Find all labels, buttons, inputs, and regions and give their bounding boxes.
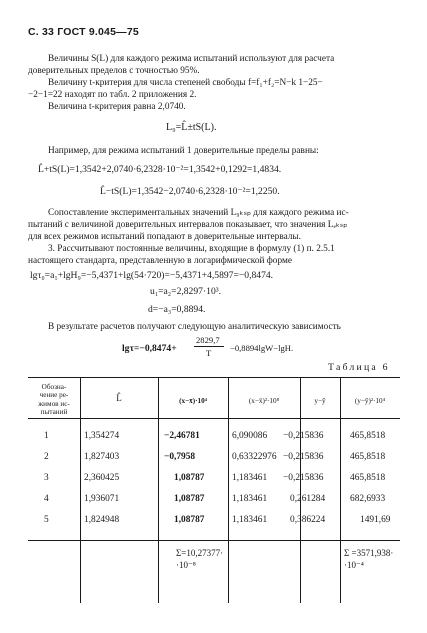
formula-lower-limit: L̂−tS(L)=1,3542−2,0740·6,2328·10⁻²=1,2250. — [100, 186, 280, 197]
formula-u1: u₁=a₂=2,8297·10³. — [150, 286, 222, 297]
table-cell: 1491,69 — [360, 515, 391, 525]
page-header: С. 33 ГОСТ 9.045—75 — [28, 26, 139, 38]
table-cell: −2,46781 — [164, 431, 200, 441]
table-cell: 5 — [44, 515, 49, 525]
table-cell: 1,183461 — [232, 494, 268, 504]
table-body-rule — [28, 540, 400, 541]
table-header-rule — [28, 418, 400, 419]
table-cell: 1,827403 — [84, 452, 120, 462]
table-cell: 0,63322976 — [232, 452, 277, 462]
text-line-3: Величину t-критерия для числа степеней свободы f=f₁+f₂=N−k 1−25− — [48, 78, 323, 88]
table-cell: −0,7958 — [164, 452, 196, 462]
formula-upper-limit: L̂+tS(L)=1,3542+2,0740·6,2328·10⁻²=1,3542+0,1292=1,4834. — [38, 164, 282, 175]
formula-confidence: L₉=L̂±tS(L). — [166, 122, 217, 133]
formula-lg-tau0: lgτ₀=a₁+lgH₉=−5,4371+lg(54·720)=−5,4371+4,5897=−0,8474. — [30, 270, 274, 281]
table-header-y-dev-sq: (y−ȳ)²·10⁴ — [354, 397, 386, 405]
text-line-5: Величина t-критерия равна 2,0740. — [48, 102, 186, 112]
table-cell: 1,08787 — [174, 515, 205, 525]
table-header-y-dev: y−ȳ — [314, 397, 326, 405]
table-cell: 3 — [44, 473, 49, 483]
compare-line-2: пытаний с величиной доверительных интервалов показывает, что значения Lₑₖₛₚ — [28, 220, 348, 230]
table-sum-y: Σ =3571,938· ·10⁻⁴ — [344, 548, 394, 570]
table-header-x-dev-sq: (x−x̄)²·10⁸ — [248, 397, 280, 405]
table-col-rule — [158, 377, 159, 603]
table-cell: 4 — [44, 494, 49, 504]
result-line: В результате расчетов получают следующую аналитическую зависимость — [48, 322, 341, 332]
formula-final-right: −0,8894lgW−lgH. — [230, 343, 294, 353]
table-cell: 1,08787 — [174, 473, 205, 483]
table-cell: 0,261284 — [290, 494, 326, 504]
table-header-x-dev: (x−x̄)·10⁴ — [179, 397, 207, 405]
compare-line-3: для всех режимов испытаний попадают в доверительные интервалы. — [28, 232, 302, 242]
table-cell: 465,8518 — [350, 431, 386, 441]
table-cell: 6,090086 — [232, 431, 268, 441]
compare-line-1: Сопоставление экспериментальных значений L₉ₖₛₚ для каждого режима ис- — [48, 208, 349, 218]
table-header-mode: Обозна- чение ре- жимов ис- пытаний — [38, 383, 70, 417]
table-cell: −0,215836 — [283, 473, 324, 483]
table-cell: 1,08787 — [174, 494, 205, 504]
table-cell: 1,183461 — [232, 473, 268, 483]
table-cell: 1 — [44, 431, 49, 441]
table-cell: 1,936071 — [84, 494, 120, 504]
table-cell: 682,6933 — [350, 494, 386, 504]
table-cell: 0,386224 — [290, 515, 326, 525]
compare-line-4: 3. Рассчитывают постоянные величины, входящие в формулу (1) п. 2.5.1 — [48, 244, 335, 254]
table-cell: −0,215836 — [283, 452, 324, 462]
table-cell: 1,354274 — [84, 431, 120, 441]
table-header-L: L̂ — [116, 393, 122, 403]
formula-final-left: lgτ=−0,8474+ — [122, 343, 177, 354]
table-cell: 465,8518 — [350, 473, 386, 483]
table-cell: 1,824948 — [84, 515, 120, 525]
table-col-rule — [340, 377, 341, 603]
table-cell: −0,215836 — [283, 431, 324, 441]
formula-final-denominator: T — [206, 348, 212, 358]
table-caption: Таблица 6 — [328, 362, 390, 373]
table-col-rule — [228, 377, 229, 603]
table-col-rule — [80, 377, 81, 603]
table-col-rule — [300, 377, 301, 603]
compare-line-5: настоящего стандарта, представленную в логарифмической форме — [28, 256, 292, 266]
fraction-bar — [194, 346, 224, 347]
text-line-1: Величины S(L) для каждого режима испытаний используют для расчета — [48, 54, 335, 64]
text-line-4: −2−1=22 находят по табл. 2 приложения 2. — [28, 90, 197, 100]
table-cell: 2 — [44, 452, 49, 462]
table-cell: 465,8518 — [350, 452, 386, 462]
formula-d: d=−a₃=0,8894. — [148, 304, 206, 315]
table-cell: 2,360425 — [84, 473, 120, 483]
example-intro: Например, для режима испытаний 1 доверительные пределы равны: — [48, 146, 319, 156]
table-top-rule — [28, 377, 400, 378]
table-cell: 1,183461 — [232, 515, 268, 525]
table-sum-x: Σ=10,27377· ·10⁻⁸ — [176, 548, 224, 570]
formula-final-numerator: 2829,7 — [196, 335, 220, 345]
text-line-2: доверительных пределов с точностью 95%. — [28, 66, 200, 76]
